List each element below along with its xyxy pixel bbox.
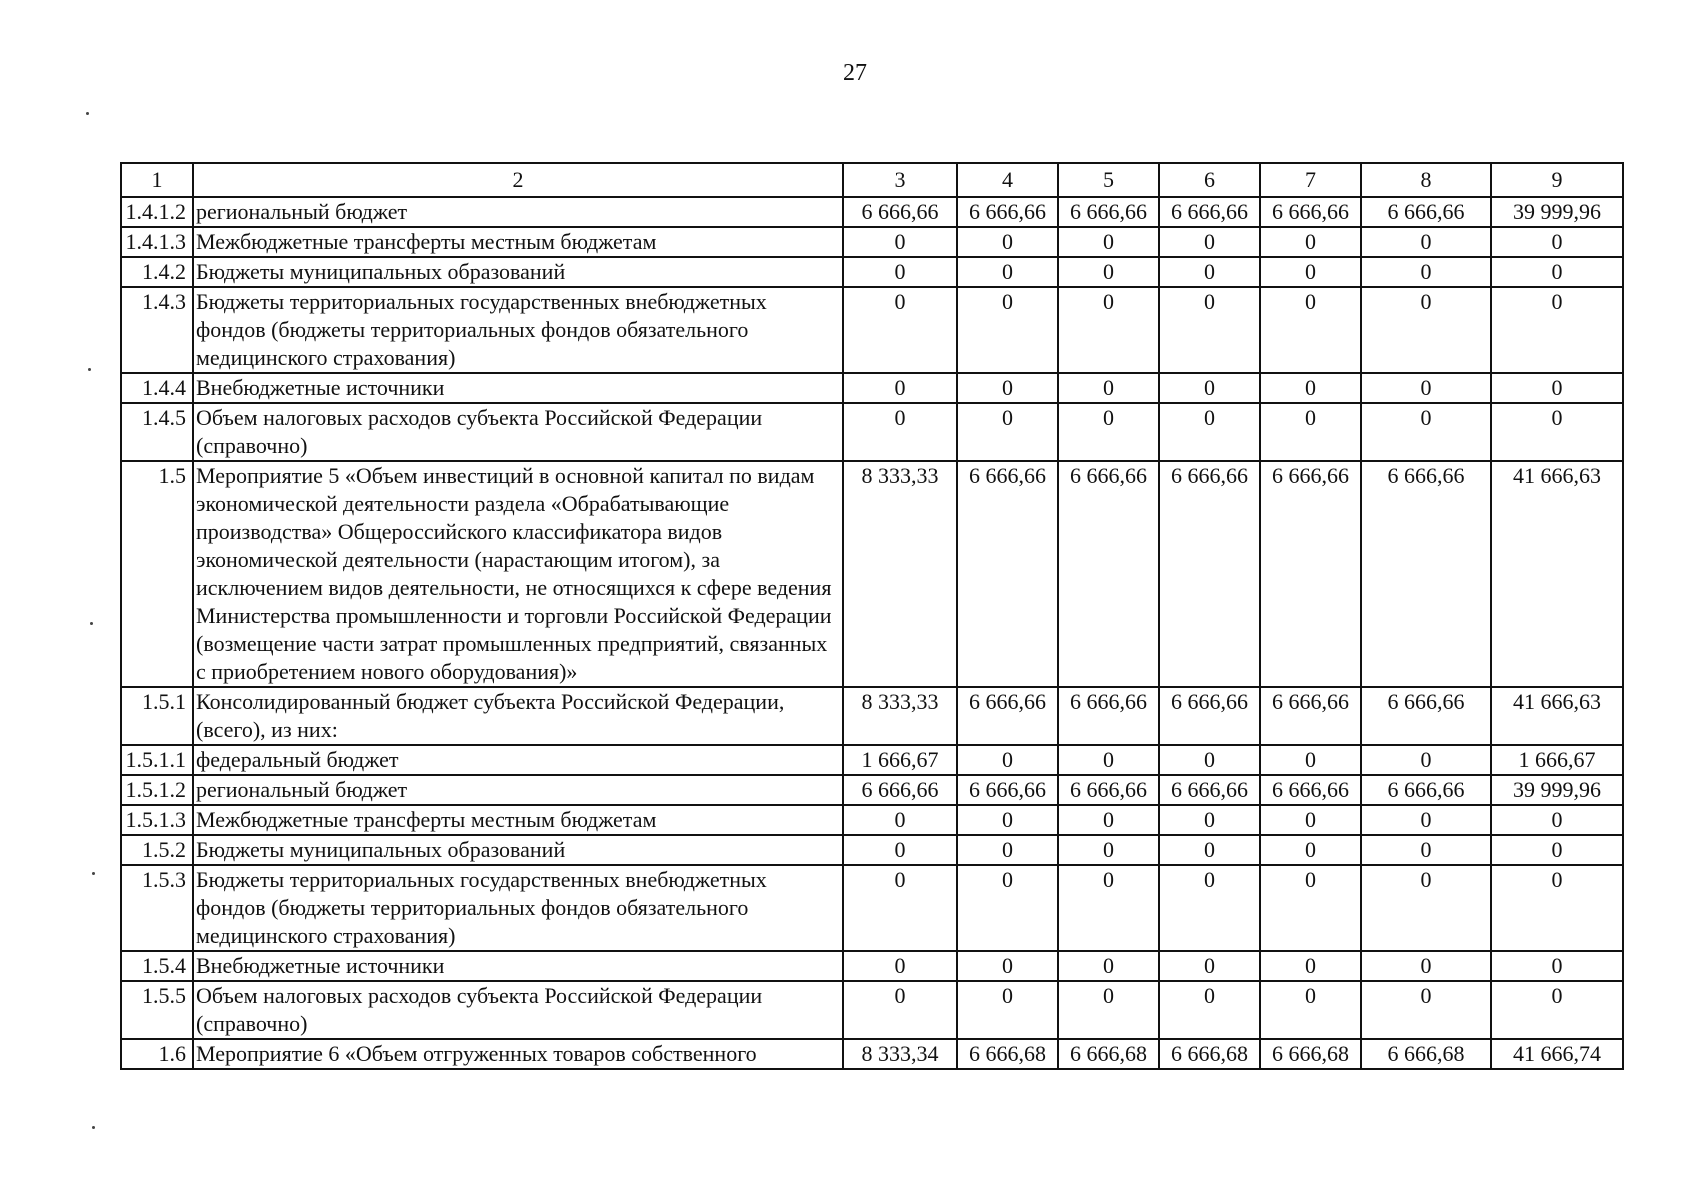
row-value: 0 — [1361, 745, 1491, 775]
column-header: 8 — [1361, 163, 1491, 197]
scan-mark — [92, 872, 95, 875]
row-value: 0 — [843, 835, 957, 865]
table-row — [121, 805, 1623, 835]
row-value: 0 — [1361, 227, 1491, 257]
row-value: 0 — [1260, 227, 1361, 257]
row-value: 0 — [1058, 403, 1159, 461]
row-value: 0 — [1058, 227, 1159, 257]
scan-mark — [92, 1126, 95, 1129]
row-value: 0 — [1159, 981, 1260, 1039]
row-value: 0 — [1058, 287, 1159, 373]
table-row — [121, 775, 1623, 805]
row-value: 0 — [1260, 835, 1361, 865]
row-value: 0 — [1361, 865, 1491, 951]
row-value: 0 — [1491, 257, 1623, 287]
row-value: 0 — [1491, 865, 1623, 951]
row-value: 0 — [1058, 981, 1159, 1039]
row-value: 0 — [957, 981, 1058, 1039]
row-number: 1.4.1.3 — [121, 227, 193, 257]
table-row — [121, 197, 1623, 227]
row-value: 6 666,66 — [1260, 461, 1361, 687]
row-name: региональный бюджет — [193, 197, 843, 227]
row-value: 0 — [957, 865, 1058, 951]
row-name: Бюджеты территориальных государственных внебюджетных фондов (бюджеты территориальных фондов обязательного медицинского страхования) — [193, 287, 843, 373]
row-value: 1 666,67 — [843, 745, 957, 775]
row-value: 6 666,66 — [1361, 461, 1491, 687]
row-name: Внебюджетные источники — [193, 951, 843, 981]
table-row — [121, 835, 1623, 865]
row-number: 1.4.2 — [121, 257, 193, 287]
row-value: 6 666,66 — [1159, 775, 1260, 805]
row-value: 0 — [1260, 745, 1361, 775]
row-value: 0 — [1361, 257, 1491, 287]
row-value: 41 666,74 — [1491, 1039, 1623, 1069]
table-row — [121, 745, 1623, 775]
row-value: 6 666,66 — [957, 775, 1058, 805]
row-value: 41 666,63 — [1491, 461, 1623, 687]
table-row — [121, 951, 1623, 981]
row-value: 8 333,34 — [843, 1039, 957, 1069]
row-value: 0 — [843, 257, 957, 287]
row-value: 0 — [1491, 287, 1623, 373]
row-value: 6 666,66 — [957, 197, 1058, 227]
row-value: 0 — [1260, 981, 1361, 1039]
row-name: Объем налоговых расходов субъекта Российской Федерации (справочно) — [193, 403, 843, 461]
row-value: 0 — [957, 403, 1058, 461]
row-name: Бюджеты территориальных государственных внебюджетных фондов (бюджеты территориальных фондов обязательного медицинского страхования) — [193, 865, 843, 951]
row-value: 0 — [1058, 805, 1159, 835]
row-value: 6 666,68 — [1361, 1039, 1491, 1069]
row-value: 0 — [843, 403, 957, 461]
row-value: 0 — [1159, 257, 1260, 287]
row-value: 0 — [1159, 835, 1260, 865]
row-value: 0 — [843, 951, 957, 981]
row-value: 6 666,66 — [1361, 197, 1491, 227]
column-header: 2 — [193, 163, 843, 197]
table-row — [121, 981, 1623, 1039]
table-row — [121, 257, 1623, 287]
row-value: 0 — [843, 287, 957, 373]
row-value: 0 — [957, 745, 1058, 775]
row-value: 0 — [957, 951, 1058, 981]
row-number: 1.4.5 — [121, 403, 193, 461]
row-value: 0 — [1361, 951, 1491, 981]
row-value: 0 — [1361, 373, 1491, 403]
column-header: 9 — [1491, 163, 1623, 197]
row-value: 0 — [1260, 403, 1361, 461]
column-header: 3 — [843, 163, 957, 197]
row-number: 1.5.4 — [121, 951, 193, 981]
row-name: Бюджеты муниципальных образований — [193, 835, 843, 865]
row-value: 0 — [957, 805, 1058, 835]
row-value: 0 — [957, 835, 1058, 865]
row-value: 0 — [1058, 745, 1159, 775]
row-value: 6 666,66 — [957, 461, 1058, 687]
row-value: 6 666,66 — [1361, 775, 1491, 805]
row-value: 41 666,63 — [1491, 687, 1623, 745]
row-value: 0 — [1260, 951, 1361, 981]
row-value: 8 333,33 — [843, 461, 957, 687]
row-value: 0 — [1058, 865, 1159, 951]
row-value: 0 — [1491, 981, 1623, 1039]
row-number: 1.5.1.1 — [121, 745, 193, 775]
row-number: 1.4.1.2 — [121, 197, 193, 227]
row-value: 6 666,66 — [843, 197, 957, 227]
row-name: Межбюджетные трансферты местным бюджетам — [193, 227, 843, 257]
row-value: 0 — [957, 227, 1058, 257]
row-value: 0 — [1159, 403, 1260, 461]
row-value: 6 666,66 — [1361, 687, 1491, 745]
row-value: 0 — [1361, 403, 1491, 461]
table-row — [121, 865, 1623, 951]
row-name: Межбюджетные трансферты местным бюджетам — [193, 805, 843, 835]
header-row — [121, 163, 1623, 197]
row-value: 0 — [1260, 287, 1361, 373]
row-value: 0 — [957, 373, 1058, 403]
row-value: 0 — [1159, 745, 1260, 775]
column-header: 4 — [957, 163, 1058, 197]
row-value: 0 — [843, 227, 957, 257]
table-row — [121, 687, 1623, 745]
row-value: 6 666,66 — [1260, 775, 1361, 805]
page-number: 27 — [843, 60, 867, 86]
row-number: 1.6 — [121, 1039, 193, 1069]
row-value: 6 666,68 — [1058, 1039, 1159, 1069]
table-body — [121, 163, 1623, 1069]
row-value: 6 666,66 — [1159, 197, 1260, 227]
row-number: 1.5 — [121, 461, 193, 687]
row-value: 0 — [1260, 257, 1361, 287]
scan-mark — [86, 112, 89, 115]
row-value: 6 666,68 — [1260, 1039, 1361, 1069]
row-value: 6 666,66 — [1058, 687, 1159, 745]
row-name: Консолидированный бюджет субъекта Российской Федерации, (всего), из них: — [193, 687, 843, 745]
row-value: 0 — [957, 257, 1058, 287]
row-value: 39 999,96 — [1491, 775, 1623, 805]
row-value: 0 — [1491, 373, 1623, 403]
row-value: 0 — [1159, 227, 1260, 257]
row-value: 0 — [1159, 373, 1260, 403]
row-value: 0 — [843, 373, 957, 403]
row-value: 0 — [1491, 403, 1623, 461]
row-value: 0 — [1491, 951, 1623, 981]
row-value: 0 — [1159, 865, 1260, 951]
row-value: 0 — [1361, 835, 1491, 865]
row-value: 0 — [1491, 835, 1623, 865]
row-value: 0 — [957, 287, 1058, 373]
row-value: 6 666,66 — [1058, 197, 1159, 227]
row-value: 6 666,66 — [957, 687, 1058, 745]
row-name: Бюджеты муниципальных образований — [193, 257, 843, 287]
table-row — [121, 373, 1623, 403]
column-header: 5 — [1058, 163, 1159, 197]
row-value: 6 666,66 — [1058, 775, 1159, 805]
row-value: 8 333,33 — [843, 687, 957, 745]
row-name: региональный бюджет — [193, 775, 843, 805]
row-value: 39 999,96 — [1491, 197, 1623, 227]
row-value: 0 — [1491, 227, 1623, 257]
row-value: 6 666,66 — [1260, 197, 1361, 227]
table-row — [121, 287, 1623, 373]
row-number: 1.5.3 — [121, 865, 193, 951]
row-name: Объем налоговых расходов субъекта Российской Федерации (справочно) — [193, 981, 843, 1039]
row-value: 0 — [1260, 805, 1361, 835]
row-value: 1 666,67 — [1491, 745, 1623, 775]
row-value: 6 666,68 — [1159, 1039, 1260, 1069]
row-name: Мероприятие 6 «Объем отгруженных товаров собственного — [193, 1039, 843, 1069]
row-value: 0 — [1058, 373, 1159, 403]
table-row — [121, 461, 1623, 687]
row-value: 0 — [1159, 805, 1260, 835]
row-name: Внебюджетные источники — [193, 373, 843, 403]
table-row — [121, 227, 1623, 257]
row-value: 0 — [1159, 951, 1260, 981]
row-number: 1.5.1 — [121, 687, 193, 745]
row-value: 0 — [843, 981, 957, 1039]
row-number: 1.4.3 — [121, 287, 193, 373]
row-name: федеральный бюджет — [193, 745, 843, 775]
row-value: 6 666,66 — [1159, 687, 1260, 745]
row-value: 0 — [1491, 805, 1623, 835]
column-header: 6 — [1159, 163, 1260, 197]
budget-table — [120, 162, 1624, 1070]
row-value: 6 666,68 — [957, 1039, 1058, 1069]
row-value: 0 — [1058, 257, 1159, 287]
table-row — [121, 1039, 1623, 1069]
row-number: 1.4.4 — [121, 373, 193, 403]
row-value: 0 — [1058, 835, 1159, 865]
row-value: 0 — [843, 805, 957, 835]
row-value: 6 666,66 — [1260, 687, 1361, 745]
column-header: 7 — [1260, 163, 1361, 197]
row-number: 1.5.1.2 — [121, 775, 193, 805]
row-name: Мероприятие 5 «Объем инвестиций в основной капитал по видам экономической деятельности раздела «Обрабатывающие производства» Общероссийского классификатора видов экономической деятельности (нарастающим итогом), за исключением видов деятельности, не относящихся к сфере ведения Министерства промышленности и торговли Российской Федерации (возмещение части затрат промышленных предприятий, связанных с приобретением нового оборудования)» — [193, 461, 843, 687]
row-value: 6 666,66 — [1159, 461, 1260, 687]
row-value: 0 — [843, 865, 957, 951]
row-value: 0 — [1260, 865, 1361, 951]
row-value: 0 — [1260, 373, 1361, 403]
row-number: 1.5.1.3 — [121, 805, 193, 835]
table-row — [121, 403, 1623, 461]
row-value: 6 666,66 — [1058, 461, 1159, 687]
row-value: 0 — [1058, 951, 1159, 981]
row-number: 1.5.2 — [121, 835, 193, 865]
row-value: 0 — [1361, 805, 1491, 835]
column-header: 1 — [121, 163, 193, 197]
row-value: 0 — [1361, 287, 1491, 373]
row-number: 1.5.5 — [121, 981, 193, 1039]
row-value: 6 666,66 — [843, 775, 957, 805]
scan-mark — [88, 368, 91, 371]
row-value: 0 — [1361, 981, 1491, 1039]
scan-mark — [90, 622, 93, 625]
row-value: 0 — [1159, 287, 1260, 373]
